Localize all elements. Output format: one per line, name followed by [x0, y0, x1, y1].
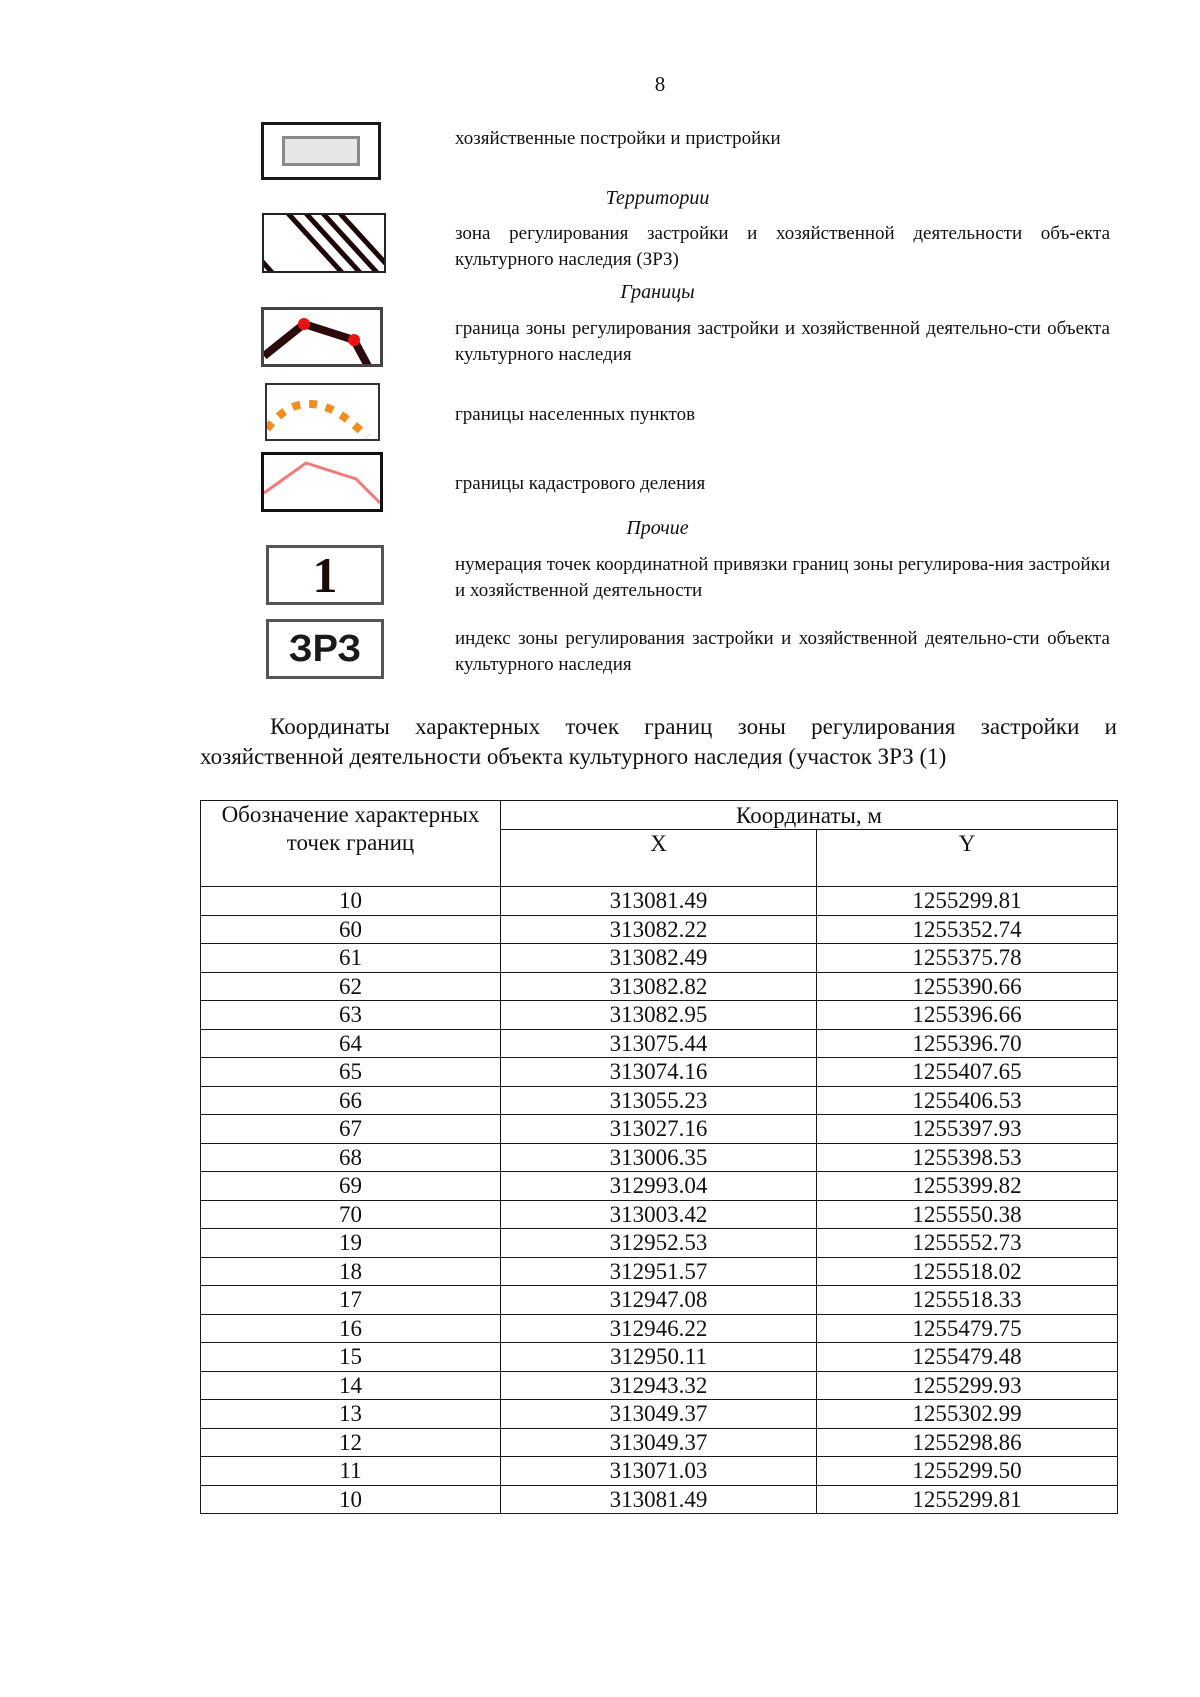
cell-x: 312952.53 — [501, 1229, 817, 1258]
table-row — [201, 1257, 1118, 1286]
cell-y: 1255398.53 — [817, 1143, 1118, 1172]
cell-x: 313081.49 — [501, 1485, 817, 1514]
cell-x: 313082.95 — [501, 1001, 817, 1030]
legend-heading-boundaries: Границы — [620, 281, 695, 303]
table-row — [201, 915, 1118, 944]
cell-y: 1255298.86 — [817, 1428, 1118, 1457]
cell-y: 1255518.02 — [817, 1257, 1118, 1286]
cell-y: 1255302.99 — [817, 1400, 1118, 1429]
cell-point: 61 — [201, 944, 501, 973]
legend-text-settlement-boundary: границы населенных пунктов — [455, 404, 696, 425]
cell-point: 62 — [201, 972, 501, 1001]
cell-x: 313081.49 — [501, 887, 817, 916]
table-row — [201, 972, 1118, 1001]
table-row — [201, 1485, 1118, 1514]
cell-y: 1255552.73 — [817, 1229, 1118, 1258]
cell-y: 1255299.81 — [817, 1485, 1118, 1514]
cell-point: 12 — [201, 1428, 501, 1457]
coordinates-table-body — [201, 887, 1118, 1514]
cell-y: 1255518.33 — [817, 1286, 1118, 1315]
cell-y: 1255396.66 — [817, 1001, 1118, 1030]
cell-y: 1255396.70 — [817, 1029, 1118, 1058]
cell-point: 65 — [201, 1058, 501, 1087]
table-caption-text: Координаты характерных точек границ зоны регулирования застройки и хозяйственной деятельности объекта культурного наследия (участок ЗРЗ (1) — [200, 714, 1117, 769]
cell-y: 1255407.65 — [817, 1058, 1118, 1087]
cell-y: 1255550.38 — [817, 1200, 1118, 1229]
cell-y: 1255390.66 — [817, 972, 1118, 1001]
table-row — [201, 1400, 1118, 1429]
cell-y: 1255406.53 — [817, 1086, 1118, 1115]
table-row — [201, 1229, 1118, 1258]
cell-x: 313006.35 — [501, 1143, 817, 1172]
table-row — [201, 1058, 1118, 1087]
table-row — [201, 887, 1118, 916]
table-row — [201, 1428, 1118, 1457]
table-row — [201, 1200, 1118, 1229]
cell-x: 313082.49 — [501, 944, 817, 973]
cell-x: 313071.03 — [501, 1457, 817, 1486]
cell-y: 1255299.93 — [817, 1371, 1118, 1400]
legend-text-buildings: хозяйственные постройки и пристройки — [455, 128, 781, 149]
cell-x: 313082.82 — [501, 972, 817, 1001]
outbuilding-icon-inner — [282, 136, 360, 166]
legend-heading-other: Прочие — [626, 517, 689, 539]
cadastral-boundary-line-icon — [261, 452, 383, 512]
cell-x: 313003.42 — [501, 1200, 817, 1229]
cell-point: 60 — [201, 915, 501, 944]
cell-y: 1255299.50 — [817, 1457, 1118, 1486]
coordinates-table — [200, 800, 1118, 1514]
legend-text-zrz-boundary: граница зоны регулирования застройки и хозяйственной деятельно-сти объекта культурного наследия — [455, 318, 1110, 365]
header-point-designation: Обозначение характерных точек границ — [201, 801, 501, 887]
cell-point: 13 — [201, 1400, 501, 1429]
cell-point: 18 — [201, 1257, 501, 1286]
cell-point: 14 — [201, 1371, 501, 1400]
legend-heading-territories: Территории — [605, 187, 710, 209]
cell-point: 11 — [201, 1457, 501, 1486]
cell-y: 1255479.75 — [817, 1314, 1118, 1343]
cell-x: 313074.16 — [501, 1058, 817, 1087]
cell-point: 63 — [201, 1001, 501, 1030]
cell-y: 1255479.48 — [817, 1343, 1118, 1372]
table-row — [201, 1286, 1118, 1315]
cell-point: 67 — [201, 1115, 501, 1144]
table-row — [201, 1457, 1118, 1486]
table-row — [201, 944, 1118, 973]
header-x: X — [501, 830, 817, 887]
page-number: 8 — [654, 72, 666, 96]
table-row — [201, 1115, 1118, 1144]
cell-y: 1255375.78 — [817, 944, 1118, 973]
cell-y: 1255352.74 — [817, 915, 1118, 944]
cell-point: 19 — [201, 1229, 501, 1258]
legend-text-cadastral-boundary: границы кадастрового деления — [455, 473, 706, 494]
cell-x: 313082.22 — [501, 915, 817, 944]
cell-point: 16 — [201, 1314, 501, 1343]
table-row — [201, 1029, 1118, 1058]
cell-x: 313055.23 — [501, 1086, 817, 1115]
cell-x: 313049.37 — [501, 1400, 817, 1429]
cell-point: 17 — [201, 1286, 501, 1315]
table-row — [201, 1314, 1118, 1343]
cell-point: 70 — [201, 1200, 501, 1229]
cell-point: 69 — [201, 1172, 501, 1201]
cell-point: 64 — [201, 1029, 501, 1058]
zone-boundary-line-icon — [261, 307, 383, 367]
cell-point: 10 — [201, 887, 501, 916]
table-row — [201, 1086, 1118, 1115]
table-row — [201, 1343, 1118, 1372]
legend-text-zrz-zone: зона регулирования застройки и хозяйственной деятельности объ-екта культурного наследия (ЗРЗ) — [455, 223, 1110, 270]
header-coordinates: Координаты, м — [501, 801, 1118, 830]
cell-point: 66 — [201, 1086, 501, 1115]
outbuilding-icon — [261, 122, 381, 180]
zone-index-icon: ЗРЗ — [266, 619, 384, 679]
cell-y: 1255299.81 — [817, 887, 1118, 916]
cell-x: 313049.37 — [501, 1428, 817, 1457]
header-y: Y — [817, 830, 1118, 887]
cell-y: 1255399.82 — [817, 1172, 1118, 1201]
cell-x: 312951.57 — [501, 1257, 817, 1286]
table-row — [201, 1001, 1118, 1030]
table-caption — [200, 712, 1117, 772]
cell-x: 312946.22 — [501, 1314, 817, 1343]
settlement-boundary-dashed-icon — [265, 383, 380, 441]
cell-y: 1255397.93 — [817, 1115, 1118, 1144]
cell-x: 312943.32 — [501, 1371, 817, 1400]
table-row — [201, 1172, 1118, 1201]
cell-x: 313075.44 — [501, 1029, 817, 1058]
cell-x: 312950.11 — [501, 1343, 817, 1372]
table-row — [201, 1371, 1118, 1400]
legend-text-point-numbering: нумерация точек координатной привязки границ зоны регулирова-ния застройки и хозяйственной деятельности — [455, 554, 1110, 601]
cell-point: 10 — [201, 1485, 501, 1514]
cell-x: 313027.16 — [501, 1115, 817, 1144]
legend-text-zone-index: индекс зоны регулирования застройки и хозяйственной деятельно-сти объекта культурного наследия — [455, 628, 1110, 675]
table-row — [201, 1143, 1118, 1172]
hatched-zone-icon — [262, 213, 386, 273]
cell-point: 15 — [201, 1343, 501, 1372]
point-number-icon: 1 — [266, 545, 384, 605]
cell-x: 312993.04 — [501, 1172, 817, 1201]
cell-point: 68 — [201, 1143, 501, 1172]
cell-x: 312947.08 — [501, 1286, 817, 1315]
